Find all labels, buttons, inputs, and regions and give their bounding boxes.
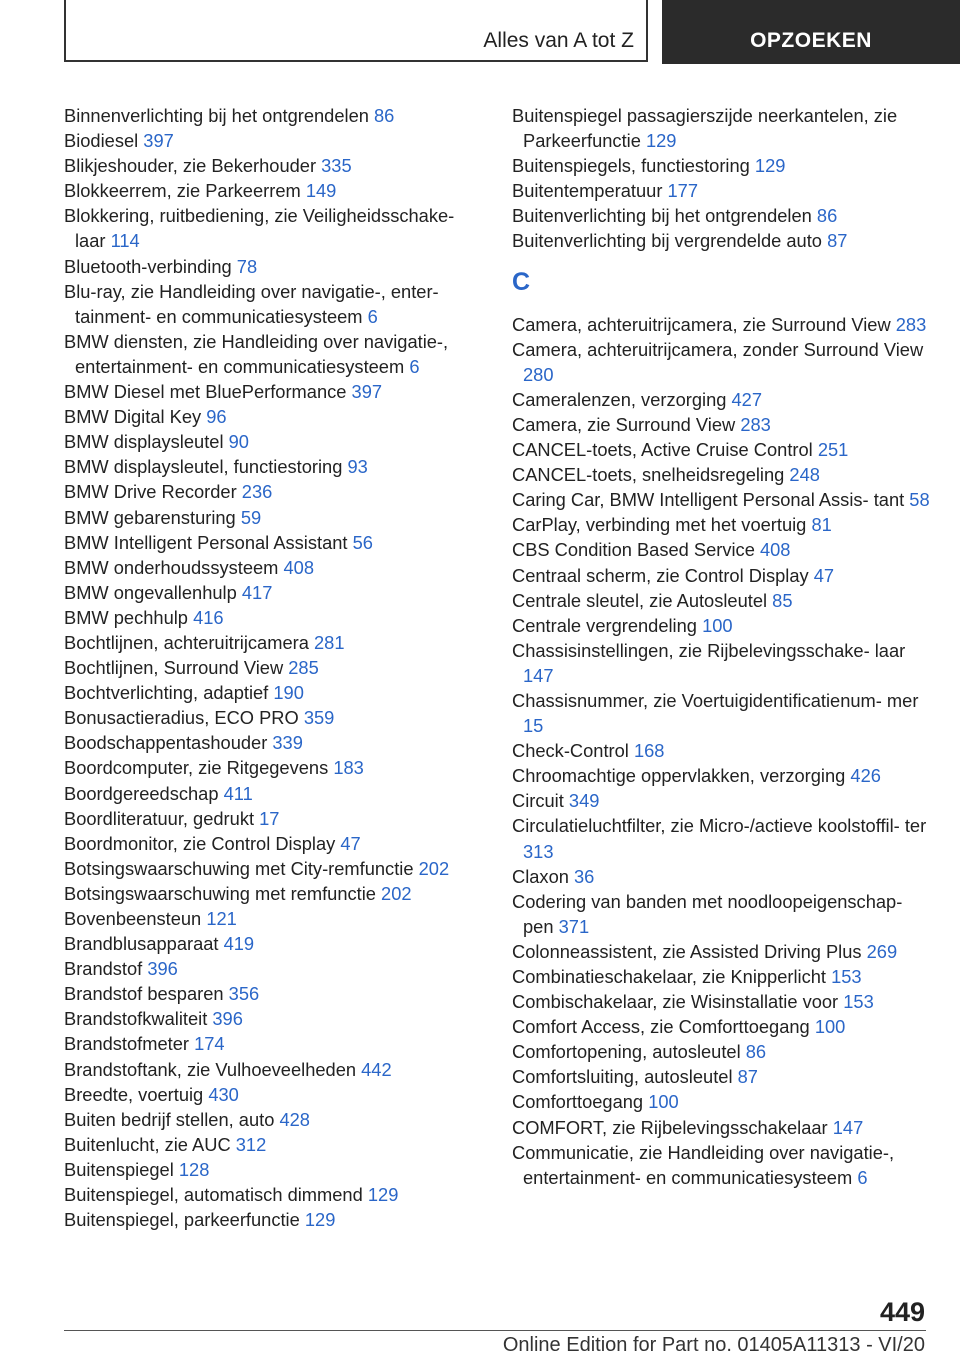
index-entry [512,312,932,337]
index-entry-text: Buitentemperatuur [512,180,663,202]
index-entry-text: Combischakelaar, zie Wisinstallatie voor [512,991,839,1013]
index-entry-text: Boordcomputer, zie Ritgegevens [64,757,329,779]
page-reference-link[interactable]: 6 [857,1166,868,1188]
page-reference-link[interactable]: 177 [667,180,699,202]
index-entry [512,638,932,688]
index-entry-text: Communicatie, zie Handleiding over navigatie-, entertainment- en communicatiesysteem [512,1141,895,1188]
index-entry-text: Comfortopening, autosleutel [512,1041,741,1063]
page-header [64,0,960,64]
page-reference-link[interactable]: 190 [273,682,304,704]
page-reference-link[interactable]: 419 [223,933,255,955]
index-entry-text: Buitenspiegels, functiestoring [512,155,750,177]
index-entry [64,128,484,153]
index-entry-text: BMW gebarensturing [64,506,236,528]
index-entry-text: Cameralenzen, verzorging [512,388,727,410]
index-entry-text: BMW displaysleutel, functiestoring [64,456,343,478]
page-reference-link[interactable]: 283 [740,413,771,435]
index-entry [512,864,932,889]
index-entry-text: Chassisinstellingen, zie Rijbelevingsschake- laar [512,639,906,661]
index-entry-text: BMW Diesel met BluePerformance [64,381,347,403]
page-reference-link[interactable]: 408 [759,539,791,561]
index-entry [512,537,932,562]
index-entry [64,781,484,806]
index-entry-text: BMW diensten, zie Handleiding over navigatie-, entertainment- en communicatiesysteem [64,330,449,377]
page-reference-link[interactable]: 153 [843,991,874,1013]
index-entry [64,705,484,730]
index-entry [64,1057,484,1082]
index-entry [64,680,484,705]
page-reference-link[interactable]: 78 [236,255,258,277]
page-reference-link[interactable]: 90 [228,431,249,453]
index-entry-text: Boordgereedschap [64,782,219,804]
index-entry-text: Botsingswaarschuwing met remfunctie [64,882,376,904]
index-entry-text: BMW pechhulp [64,606,188,628]
page-reference-link[interactable]: 58 [909,489,930,511]
index-entry-text: Combinatieschakelaar, zie Knipperlicht [512,966,826,987]
index-entry [512,1115,932,1140]
index-entry [64,931,484,956]
index-entry [512,989,932,1014]
index-entry-text: Circulatieluchtfilter, zie Micro-/actieve koolstoffil- ter [512,815,927,837]
index-entry [64,1006,484,1031]
index-entry-text: Brandstofmeter [64,1033,189,1055]
index-entry-text: Camera, achteruitrijcamera, zonder Surround View [512,338,924,360]
page-reference-link[interactable]: 100 [648,1091,679,1113]
index-entry-text: BMW ongevallenhulp [64,581,237,603]
page-reference-link[interactable]: 202 [381,882,412,904]
index-entry-text: Brandblusapparaat [64,933,219,955]
index-entry-text: Buitenspiegel, automatisch dimmend [64,1184,363,1206]
page-reference-link[interactable]: 174 [194,1033,225,1055]
index-entry [64,906,484,931]
index-entry [64,806,484,831]
index-entry-text: Centraal scherm, zie Control Display [512,564,809,586]
page-reference-link[interactable]: 397 [351,381,383,403]
index-entry [512,462,932,487]
page-reference-link[interactable]: 47 [340,832,361,854]
page-reference-link[interactable]: 47 [813,564,835,586]
index-entry [64,1082,484,1107]
page-reference-link[interactable]: 371 [558,915,590,937]
index-entry-text: Blu-ray, zie Handleiding over navigatie-, enter- tainment- en communicatiesysteem [64,280,439,327]
index-entry-text: Chassisnummer, zie Voertuigidentificatienum- mer [512,689,919,711]
index-entry-text: Camera, zie Surround View [512,413,736,435]
index-entry [512,788,932,813]
page-reference-link[interactable]: 85 [772,589,793,611]
page-reference-link[interactable]: 281 [313,631,345,653]
index-entry [512,889,932,939]
index-entry-text: Circuit [512,790,564,812]
index-entry-text: CANCEL-toets, snelheidsregeling [512,464,785,486]
index-entry-text: Biodiesel [64,130,139,152]
index-entry [64,555,484,580]
index-entry-text: Bluetooth-verbinding [64,255,232,277]
page-reference-link[interactable]: 183 [333,757,364,779]
index-entry [64,605,484,630]
index-entry [64,479,484,504]
page-reference-link[interactable]: 280 [523,363,554,385]
index-entry-text: Binnenverlichting bij het ontgrendelen [64,105,369,126]
page-reference-link[interactable]: 86 [374,105,395,126]
page-reference-link[interactable]: 202 [418,857,450,879]
index-entry [64,454,484,479]
footer-divider [64,1330,926,1331]
page-reference-link[interactable]: 129 [754,155,786,177]
index-entry-text: Brandstofkwaliteit [64,1008,208,1030]
index-entry [64,103,484,128]
page-reference-link[interactable]: 87 [737,1066,758,1088]
page-reference-link[interactable]: 93 [347,456,368,478]
index-entry [512,939,932,964]
page-reference-link[interactable]: 153 [831,966,862,987]
index-entry [512,178,932,203]
index-entry-text: BMW Drive Recorder [64,481,237,503]
index-entry-text: CBS Condition Based Service [512,539,755,561]
index-entry-text: Comforttoegang [512,1091,644,1113]
index-entry-text: Buitenverlichting bij het ontgrendelen [512,205,812,227]
page-reference-link[interactable]: 100 [702,614,733,636]
index-entry-text: Centrale sleutel, zie Autosleutel [512,589,768,611]
index-entry [64,630,484,655]
footer-edition: Online Edition for Part no. 01405A11313 - VI/20 [502,1334,925,1356]
index-entry [64,1107,484,1132]
page-number: 449 [879,1297,925,1327]
index-entry-text: Blokkering, ruitbediening, zie Veiligheidsschake- laar [64,205,455,252]
page-reference-link[interactable]: 147 [523,664,554,686]
page-reference-link[interactable]: 17 [259,807,280,829]
page-reference-link[interactable]: 15 [523,715,544,737]
index-entry [64,1031,484,1056]
index-entry [512,228,932,253]
index-entry-text: Brandstoftank, zie Vulhoeveelheden [64,1058,357,1080]
page-reference-link[interactable]: 359 [303,707,335,729]
page-reference-link[interactable]: 96 [206,406,227,428]
index-entry-text: Bovenbeensteun [64,908,202,929]
index-column-left [64,103,484,1232]
index-entry-text: Buitenverlichting bij vergrendelde auto [512,230,822,252]
index-entry [512,1089,932,1114]
index-entry [512,738,932,763]
index-entry-text: Codering van banden met noodloopeigenschap- pen [512,890,903,937]
index-entry-text: Brandstof [64,958,143,980]
index-entry [512,153,932,178]
index-entry [512,964,932,989]
page-reference-link[interactable]: 6 [409,355,420,377]
index-entry [64,831,484,856]
index-entry [512,688,932,738]
page-reference-link[interactable]: 313 [523,840,554,862]
page-reference-link[interactable]: 121 [206,908,237,929]
index-entry [512,563,932,588]
index-entry [64,956,484,981]
page-reference-link[interactable]: 417 [241,581,273,603]
page-reference-link[interactable]: 427 [731,388,763,410]
page-reference-link[interactable]: 129 [645,130,677,152]
index-entry [64,279,484,329]
index-entry-text: Bochtlijnen, Surround View [64,657,284,679]
index-entry-text: Buitenspiegel passagierszijde neerkantelen, zie Parkeerfunctie [512,105,898,152]
index-entry-text: Caring Car, BMW Intelligent Personal Assis- tant [512,489,905,511]
page-reference-link[interactable]: 6 [367,305,378,327]
page-reference-link[interactable]: 396 [212,1008,243,1030]
index-entry [64,329,484,379]
index-entry [512,437,932,462]
page-reference-link[interactable]: 396 [147,958,178,980]
opzoeken-tab[interactable]: OPZOEKEN [662,0,960,64]
page-reference-link[interactable]: 129 [304,1209,336,1231]
index-entry [64,730,484,755]
index-entry-text: Boodschappentashouder [64,732,268,754]
page-reference-link[interactable]: 129 [367,1184,399,1206]
page-reference-link[interactable]: 349 [568,790,600,812]
index-entry-text: Bonusactieradius, ECO PRO [64,707,299,729]
page-reference-link[interactable]: 442 [361,1058,392,1080]
index-entry [64,379,484,404]
page-reference-link[interactable]: 408 [283,556,314,578]
index-entry-text: Buitenlucht, zie AUC [64,1133,231,1155]
index-entry [64,404,484,429]
index-entry-text: Chroomachtige oppervlakken, verzorging [512,765,846,787]
page-reference-link[interactable]: 335 [321,155,352,177]
index-entry [64,254,484,279]
index-entry [64,580,484,605]
index-entry-text: Boordmonitor, zie Control Display [64,832,336,854]
index-entry [512,203,932,228]
page-reference-link[interactable]: 149 [305,180,337,202]
index-entry [512,1039,932,1064]
index-entry [512,813,932,863]
index-entry [64,530,484,555]
index-entry-text: Blokkeerrem, zie Parkeerrem [64,180,301,202]
index-entry [64,755,484,780]
index-entry [512,103,932,153]
index-entry-text: Check-Control [512,740,629,762]
index-entry [512,763,932,788]
page-reference-link[interactable]: 411 [223,782,253,804]
page-reference-link[interactable]: 356 [228,983,260,1005]
index-entry [512,588,932,613]
index-entry [512,1064,932,1089]
index-entry-text: CANCEL-toets, Active Cruise Control [512,439,813,461]
page-reference-link[interactable]: 251 [817,439,849,461]
index-entry [512,337,932,387]
page-reference-link[interactable]: 248 [789,464,820,486]
page-reference-link[interactable]: 168 [633,740,665,762]
index-entry-text: Colonneassistent, zie Assisted Driving Plus [512,940,862,962]
page-reference-link[interactable]: 56 [352,531,373,553]
index-entry-text: BMW Digital Key [64,406,202,428]
index-entry-text: Blikjeshouder, zie Bekerhouder [64,155,317,177]
index-entry-text: Buitenspiegel, parkeerfunctie [64,1209,300,1231]
index-entry [64,1207,484,1232]
index-entry-text: Centrale vergrendeling [512,614,697,636]
index-entry [64,881,484,906]
page-reference-link[interactable]: 416 [193,606,224,628]
index-entry-text: Breedte, voertuig [64,1083,204,1105]
index-column-right [512,103,932,1190]
index-entry-text: BMW Intelligent Personal Assistant [64,531,348,553]
index-entry-text: Comfortsluiting, autosleutel [512,1066,733,1088]
index-entry [64,203,484,253]
page-reference-link[interactable]: 36 [574,865,595,887]
page-reference-link[interactable]: 114 [110,230,140,252]
index-entry-text: Boordliteratuur, gedrukt [64,807,255,829]
index-entry-text: BMW onderhoudssysteem [64,556,279,578]
index-entry [64,153,484,178]
index-entry-text: Botsingswaarschuwing met City-remfunctie [64,857,414,879]
index-entry [64,655,484,680]
index-entry-text: Bochtverlichting, adaptief [64,682,269,704]
index-entry [512,387,932,412]
index-entry [64,505,484,530]
page-reference-link[interactable]: 59 [240,506,262,528]
page-reference-link[interactable]: 397 [143,130,174,152]
page-reference-link[interactable]: 312 [235,1133,267,1155]
index-entry [512,487,932,512]
index-entry-text: Buitenspiegel [64,1158,174,1180]
page-reference-link[interactable]: 236 [241,481,273,503]
index-entry-text: Comfort Access, zie Comforttoegang [512,1016,810,1038]
index-entry [64,1182,484,1207]
page-reference-link[interactable]: 283 [895,313,927,335]
index-entry-text: Brandstof besparen [64,983,224,1005]
index-entry [64,1132,484,1157]
index-entry [512,512,932,537]
index-entry [512,1014,932,1039]
index-entry-text: COMFORT, zie Rijbelevingsschakelaar [512,1116,828,1138]
index-entry-text: CarPlay, verbinding met het voertuig [512,514,807,536]
index-entry [512,613,932,638]
page-reference-link[interactable]: 426 [850,765,881,787]
page-reference-link[interactable]: 81 [811,514,832,536]
page-reference-link[interactable]: 128 [178,1158,210,1180]
section-letter-c: C [512,267,531,296]
page-reference-link[interactable]: 87 [827,230,848,252]
index-entry [64,429,484,454]
page-reference-link[interactable]: 86 [745,1041,767,1063]
index-entry-text: Buiten bedrijf stellen, auto [64,1108,275,1130]
index-entry [64,856,484,881]
page-reference-link[interactable]: 430 [208,1083,239,1105]
index-entry [64,981,484,1006]
page-reference-link[interactable]: 269 [866,940,898,962]
index-entry [512,412,932,437]
page-reference-link[interactable]: 147 [832,1116,864,1138]
index-entry-text: Camera, achteruitrijcamera, zie Surround View [512,313,891,335]
index-entry [64,178,484,203]
index-entry-text: Bochtlijnen, achteruitrijcamera [64,631,309,653]
page-reference-link[interactable]: 285 [288,657,319,679]
page-reference-link[interactable]: 86 [816,205,838,227]
index-entry-text: BMW displaysleutel [64,431,224,453]
index-entry [512,1140,932,1190]
page-reference-link[interactable]: 428 [279,1108,310,1130]
index-entry [64,1157,484,1182]
section-tab[interactable]: Alles van A tot Z [64,0,648,62]
page-reference-link[interactable]: 100 [814,1016,846,1038]
page-reference-link[interactable]: 339 [272,732,303,754]
index-entry-text: Claxon [512,865,569,887]
